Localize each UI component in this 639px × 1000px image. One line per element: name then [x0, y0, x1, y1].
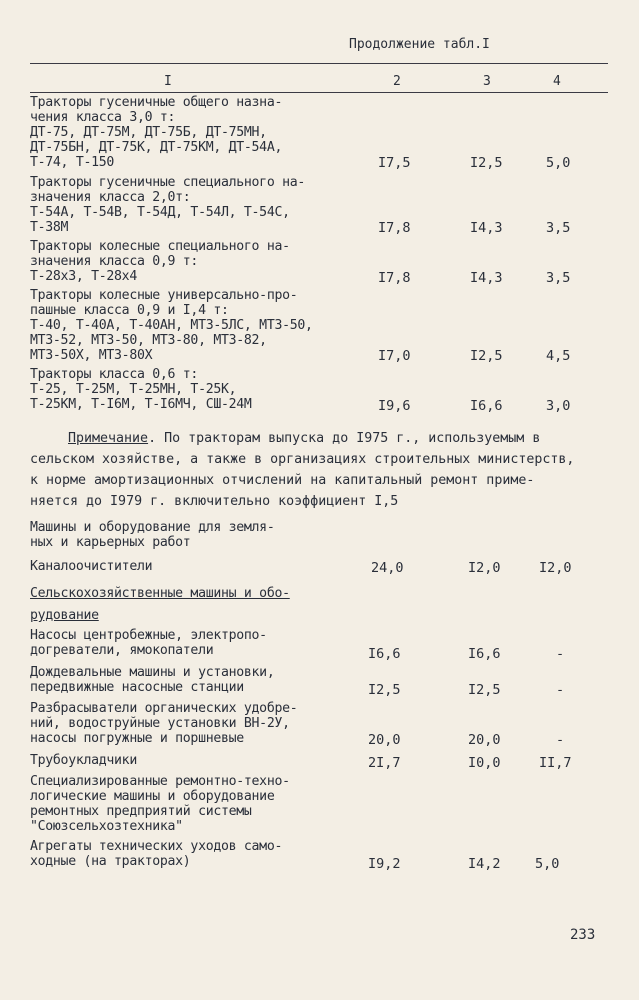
cell-col3: I4,3	[470, 220, 503, 236]
cell-col3: I2,5	[468, 682, 501, 698]
page-number: 233	[570, 927, 596, 943]
row-label: Тракторы колесные универсально-про- пашные класса 0,9 и I,4 т: Т-40, Т-40А, Т-40АН, МТЗ-5ЛС, МТЗ-50, МТЗ-52, МТЗ-50, МТЗ-80, МТЗ-82, МТЗ-50Х, МТЗ-80Х	[30, 288, 313, 363]
cell-col3: I2,0	[468, 560, 501, 576]
column-header-1: I	[164, 74, 172, 89]
cell-col3: I6,6	[468, 646, 501, 662]
table-caption: Продолжение табл.I	[349, 37, 490, 52]
row-label: Тракторы гусеничные специального на- значения класса 2,0т: Т-54А, Т-54В, Т-54Д, Т-54Л, Т-54С, Т-38М	[30, 175, 306, 235]
table-note	[30, 428, 574, 512]
cell-col3: I6,6	[470, 398, 503, 414]
note-title: Примечание	[68, 431, 149, 446]
table-header-rule	[30, 92, 608, 93]
row-label: Дождевальные машины и установки, передвижные насосные станции	[30, 665, 275, 695]
category-heading: Сельскохозяйственные машины и обо- рудование	[30, 586, 290, 623]
note-text: . По тракторам выпуска до I975 г., используемым в сельском хозяйстве, а также в организациях строительных министерств, к норме амортизационных отчислений на капитальный ремонт приме- няется до I979 г. включительно коэффициент I,5	[30, 431, 575, 509]
cell-col3: I4,2	[468, 856, 501, 872]
cell-col2: 20,0	[368, 732, 401, 748]
cell-col4: -	[556, 732, 565, 748]
cell-col4: 3,5	[546, 270, 571, 286]
cell-col2: I7,0	[378, 348, 411, 364]
cell-col2: I2,5	[368, 682, 401, 698]
cell-col3: I0,0	[468, 755, 501, 771]
cell-col4: 5,0	[546, 155, 571, 171]
cell-col2: I7,5	[378, 155, 411, 171]
cell-col4: 3,0	[546, 398, 571, 414]
row-label: Трубоукладчики	[30, 753, 137, 768]
row-label: Тракторы гусеничные общего назна- чения класса 3,0 т: ДТ-75, ДТ-75М, ДТ-75Б, ДТ-75МН, ДТ-75БН, ДТ-75К, ДТ-75КМ, ДТ-54А, Т-74, Т-150	[30, 95, 283, 170]
cell-col2: I9,2	[368, 856, 401, 872]
cell-col3: I2,5	[470, 155, 503, 171]
cell-col4: 4,5	[546, 348, 571, 364]
table-top-rule	[30, 63, 608, 64]
cell-col2: I7,8	[378, 270, 411, 286]
row-label: Специализированные ремонтно-техно- логические машины и оборудование ремонтных предприятий системы "Союзсельхозтехника"	[30, 774, 290, 834]
row-label: Разбрасыватели органических удобре- ний, водоструйные установки ВН-2У, насосы погружные и поршневые	[30, 701, 298, 746]
cell-col4: I2,0	[539, 560, 572, 576]
cell-col4: -	[556, 646, 565, 662]
cell-col4: -	[556, 682, 565, 698]
column-header-2: 2	[393, 74, 401, 89]
cell-col2: 24,0	[371, 560, 404, 576]
cell-col3: I2,5	[470, 348, 503, 364]
column-header-4: 4	[553, 74, 561, 89]
cell-col3: I4,3	[470, 270, 503, 286]
row-label: Тракторы колесные специального на- значения класса 0,9 т: Т-28х3, Т-28х4	[30, 239, 290, 284]
row-label: Каналоочистители	[30, 559, 153, 574]
cell-col3: 20,0	[468, 732, 501, 748]
row-label: Агрегаты технических уходов само- ходные (на тракторах)	[30, 839, 283, 869]
cell-col4: II,7	[539, 755, 572, 771]
row-label: Машины и оборудование для земля- ных и карьерных работ	[30, 520, 275, 550]
cell-col2: I6,6	[368, 646, 401, 662]
cell-col4: 3,5	[546, 220, 571, 236]
cell-col2: 2I,7	[368, 755, 401, 771]
row-label: Насосы центробежные, электропо- догреватели, ямокопатели	[30, 628, 267, 658]
row-label: Тракторы класса 0,6 т: Т-25, Т-25М, Т-25МН, Т-25К, Т-25КМ, Т-I6М, Т-I6МЧ, СШ-24М	[30, 367, 252, 412]
cell-col2: I9,6	[378, 398, 411, 414]
cell-col4: 5,0	[535, 856, 560, 872]
cell-col2: I7,8	[378, 220, 411, 236]
column-header-3: 3	[483, 74, 491, 89]
